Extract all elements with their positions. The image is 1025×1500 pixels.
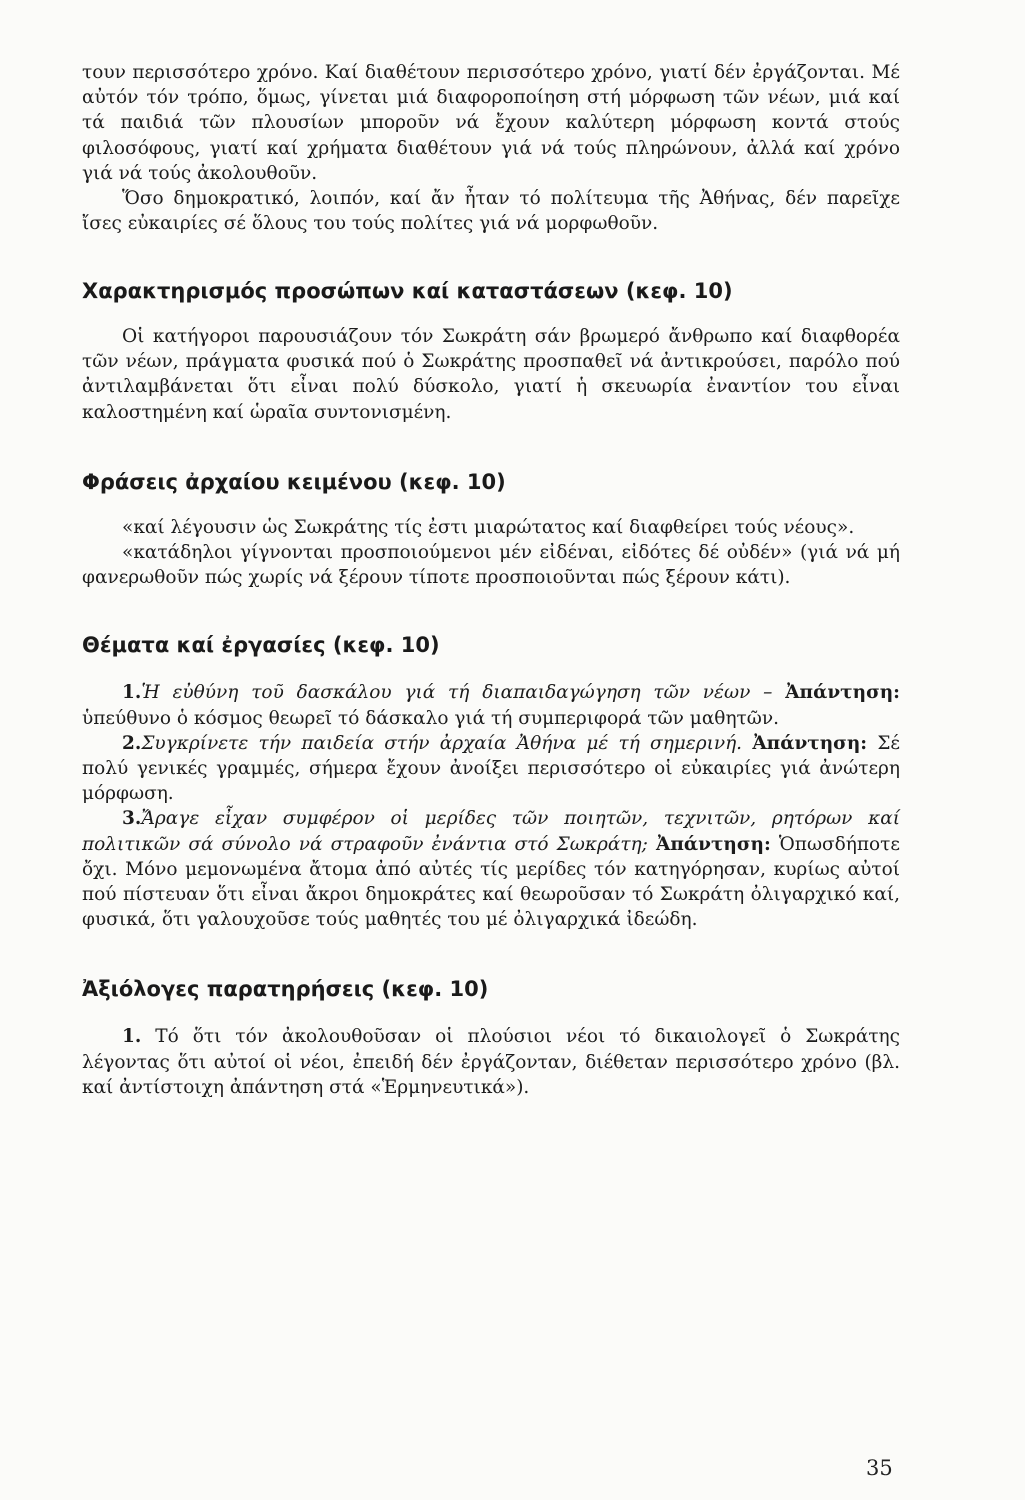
topic-question: Ἡ εὐθύνη τοῦ δασκάλου γιά τή διαπαιδαγώγηση τῶν νέων – bbox=[141, 682, 786, 704]
topic-answer: Σέ πολύ γενικές γραμμές, σήμερα ἔχουν ἀνοίξει περισσότερο οἱ εὐκαιρίες γιά ἀνώτερη μόρφωση. bbox=[82, 732, 901, 805]
topic-question: Ἄραγε εἶχαν συμφέρον οἱ μερίδες τῶν ποιητῶν, τεχνιτῶν, ρητόρων καί πολιτικῶν σά σύνολο νά στραφοῦν ἐνάντια στό Σωκράτη; bbox=[82, 808, 900, 855]
page-number: 35 bbox=[866, 1456, 893, 1480]
section-heading-characterization: Χαρακτηρισμός προσώπων καί καταστάσεων (κεφ. 10) bbox=[82, 279, 733, 303]
answer-label: Ἀπάντηση: bbox=[655, 833, 771, 855]
characterization-paragraph: Οἱ κατήγοροι παρουσιάζουν τόν Σωκράτη σάν βρωμερό ἄνθρωπο καί διαφθορέα τῶν νέων, πράγματα φυσικά πού ὁ Σωκράτης προσπαθεῖ νά ἀντικρούσει, παρόλο πού ἀντιλαμβάνεται ὅτι εἶναι πολύ δύσκολο, γιατί ἡ σκευωρία ἐναντίον του εἶναι καλοστημένη καί ὡραῖα συντονισμένη. bbox=[82, 326, 900, 423]
intro-paragraph-2: Ὅσο δημοκρατικό, λοιπόν, καί ἄν ἦταν τό πολίτευμα τῆς Ἀθήνας, δέν παρεῖχε ἴσες εὐκαιρίες σέ ὅλους του τούς πολίτες γιά νά μορφωθοῦν. bbox=[82, 188, 900, 235]
topic-number: 3. bbox=[122, 808, 142, 830]
topic-answer: ὑπεύθυνο ὁ κόσμος θεωρεῖ τό δάσκαλο γιά τή συμπεριφορά τῶν μαθητῶν. bbox=[82, 707, 779, 729]
observation-text: Τό ὅτι τόν ἀκολουθοῦσαν οἱ πλούσιοι νέοι τό δικαιολογεῖ ὁ Σωκράτης λέγοντας ὅτι αὐτοί οἱ νέοι, ἐπειδή δέν ἐργάζονταν, διέθεταν περισσότερο χρόνο (βλ. καί ἀντίστοιχη ἀπάντηση στά «Ἑρμηνευτικά»). bbox=[82, 1026, 900, 1098]
topic-item-2 bbox=[82, 731, 900, 807]
phrase-quote-1: «καί λέγουσιν ὡς Σωκράτης τίς ἐστι μιαρώτατος καί διαφθείρει τούς νέους». bbox=[122, 516, 855, 538]
observation-item-1 bbox=[82, 1024, 900, 1100]
observation-number: 1. bbox=[122, 1026, 142, 1048]
section-heading-observations: Ἀξιόλογες παρατηρήσεις (κεφ. 10) bbox=[82, 977, 489, 1002]
topic-item-3 bbox=[82, 806, 900, 932]
phrase-quote-2: «κατάδηλοι γίγνονται προσποιούμενοι μέν εἰδέναι, εἰδότες δέ οὐδέν» (γιά νά μή φανερωθοῦν πώς χωρίς νά ξέρουν τίποτε προσποιοῦνται πώς ξέρουν κάτι). bbox=[82, 542, 900, 589]
answer-label: Ἀπάντηση: bbox=[785, 682, 900, 704]
answer-label: Ἀπάντηση: bbox=[752, 732, 868, 754]
topic-answer: Ὁπωσδήποτε ὄχι. Μόνο μεμονωμένα ἄτομα ἀπό αὐτές τίς μερίδες τόν κατηγόρησαν, κυρίως αὐτοί πού πίστευαν ὅτι εἶναι ἄκροι δημοκράτες καί θεωροῦσαν τό Σωκράτη ὀλιγαρχικό καί, φυσικά, ὅτι γαλουχοῦσε τούς μαθητές του μέ ὀλιγαρχικά ἰδεώδη. bbox=[82, 833, 900, 931]
topic-number: 1. bbox=[122, 682, 142, 704]
section-heading-phrases: Φράσεις ἀρχαίου κειμένου (κεφ. 10) bbox=[82, 469, 506, 494]
topic-number: 2. bbox=[122, 732, 142, 754]
topic-question: Συγκρίνετε τήν παιδεία στήν ἀρχαία Ἀθήνα μέ τή σημερινή. bbox=[141, 732, 753, 754]
intro-paragraph-1: τουν περισσότερο χρόνο. Καί διαθέτουν περισσότερο χρόνο, γιατί δέν ἐργάζονται. Μέ αὐτόν τόν τρόπο, ὅμως, γίνεται μιά διαφοροποίηση στή μόρφωση τῶν νέων, μιά καί τά παιδιά τῶν πλουσίων μποροῦν νά ἔχουν καλύτερη μόρφωση κοντά στούς φιλοσόφους, γιατί καί χρήματα διαθέτουν γιά νά τούς πληρώνουν, ἀλλά καί χρόνο γιά νά τούς ἀκολουθοῦν. bbox=[82, 62, 900, 184]
topic-item-1 bbox=[82, 680, 900, 730]
page-content bbox=[82, 60, 900, 1100]
section-heading-topics: Θέματα καί ἐργασίες (κεφ. 10) bbox=[82, 633, 440, 658]
